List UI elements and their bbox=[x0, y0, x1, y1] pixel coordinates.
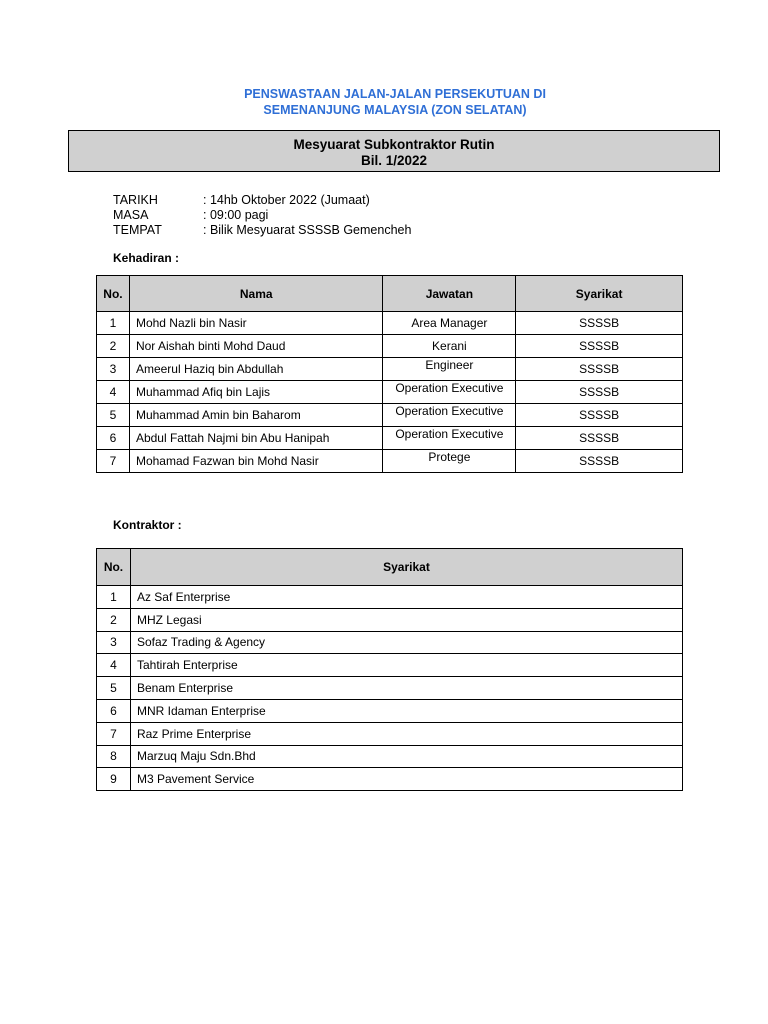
table-row bbox=[97, 381, 683, 404]
info-value: : Bilik Mesyuarat SSSSB Gemencheh bbox=[203, 223, 412, 237]
cell-no: 3 bbox=[97, 631, 131, 654]
table-header-row bbox=[97, 276, 683, 312]
info-row-venue bbox=[113, 223, 411, 238]
column-header: Syarikat bbox=[516, 276, 683, 312]
column-header: No. bbox=[97, 549, 131, 586]
info-label: TARIKH bbox=[113, 193, 158, 207]
cell-no: 3 bbox=[97, 358, 130, 381]
header-line-1: PENSWASTAAN JALAN-JALAN PERSEKUTUAN DI bbox=[244, 87, 546, 101]
cell-nama: Nor Aishah binti Mohd Daud bbox=[129, 335, 383, 358]
cell-no: 1 bbox=[97, 312, 130, 335]
document-header bbox=[0, 86, 768, 118]
cell-syarikat: Az Saf Enterprise bbox=[130, 586, 682, 609]
cell-jawatan: Protege bbox=[383, 450, 516, 473]
cell-no: 7 bbox=[97, 722, 131, 745]
cell-jawatan: Operation Executive bbox=[383, 404, 516, 427]
column-header: Nama bbox=[129, 276, 383, 312]
info-label: MASA bbox=[113, 208, 149, 222]
cell-jawatan: Operation Executive bbox=[383, 381, 516, 404]
cell-jawatan: Area Manager bbox=[383, 312, 516, 335]
table-row bbox=[97, 631, 683, 654]
cell-no: 8 bbox=[97, 745, 131, 768]
table-row bbox=[97, 768, 683, 791]
cell-syarikat: Sofaz Trading & Agency bbox=[130, 631, 682, 654]
table-row bbox=[97, 404, 683, 427]
cell-nama: Abdul Fattah Najmi bin Abu Hanipah bbox=[129, 427, 383, 450]
table-row bbox=[97, 450, 683, 473]
cell-syarikat: SSSSB bbox=[516, 312, 683, 335]
table-row bbox=[97, 335, 683, 358]
cell-syarikat: SSSSB bbox=[516, 450, 683, 473]
cell-syarikat: Marzuq Maju Sdn.Bhd bbox=[130, 745, 682, 768]
cell-no: 5 bbox=[97, 404, 130, 427]
cell-nama: Mohamad Fazwan bin Mohd Nasir bbox=[129, 450, 383, 473]
cell-no: 6 bbox=[97, 427, 130, 450]
cell-jawatan: Operation Executive bbox=[383, 427, 516, 450]
table-row bbox=[97, 654, 683, 677]
meeting-title: Mesyuarat Subkontraktor Rutin bbox=[293, 137, 495, 152]
cell-no: 2 bbox=[97, 608, 131, 631]
attendance-table bbox=[96, 275, 683, 473]
cell-no: 2 bbox=[97, 335, 130, 358]
info-label: TEMPAT bbox=[113, 223, 162, 237]
cell-nama: Mohd Nazli bin Nasir bbox=[129, 312, 383, 335]
cell-no: 4 bbox=[97, 654, 131, 677]
meeting-title-box bbox=[68, 130, 720, 172]
meeting-info bbox=[113, 193, 411, 238]
cell-no: 6 bbox=[97, 699, 131, 722]
column-header: No. bbox=[97, 276, 130, 312]
info-row-date bbox=[113, 193, 411, 208]
cell-syarikat: SSSSB bbox=[516, 404, 683, 427]
cell-nama: Muhammad Afiq bin Lajis bbox=[129, 381, 383, 404]
cell-no: 4 bbox=[97, 381, 130, 404]
cell-syarikat: MHZ Legasi bbox=[130, 608, 682, 631]
table-row bbox=[97, 722, 683, 745]
cell-syarikat: SSSSB bbox=[516, 381, 683, 404]
cell-jawatan: Kerani bbox=[383, 335, 516, 358]
cell-no: 1 bbox=[97, 586, 131, 609]
table-row bbox=[97, 312, 683, 335]
cell-syarikat: Tahtirah Enterprise bbox=[130, 654, 682, 677]
table-header-row bbox=[97, 549, 683, 586]
attendance-label: Kehadiran : bbox=[113, 251, 180, 265]
cell-nama: Muhammad Amin bin Baharom bbox=[129, 404, 383, 427]
cell-syarikat: SSSSB bbox=[516, 335, 683, 358]
table-row bbox=[97, 677, 683, 700]
table-row bbox=[97, 608, 683, 631]
table-row bbox=[97, 745, 683, 768]
column-header: Jawatan bbox=[383, 276, 516, 312]
contractors-table bbox=[96, 548, 683, 791]
column-header: Syarikat bbox=[130, 549, 682, 586]
cell-no: 9 bbox=[97, 768, 131, 791]
cell-syarikat: M3 Pavement Service bbox=[130, 768, 682, 791]
table-row bbox=[97, 699, 683, 722]
cell-no: 5 bbox=[97, 677, 131, 700]
header-line-2: SEMENANJUNG MALAYSIA (ZON SELATAN) bbox=[263, 103, 527, 117]
cell-syarikat: Raz Prime Enterprise bbox=[130, 722, 682, 745]
info-row-time bbox=[113, 208, 411, 223]
cell-jawatan: Engineer bbox=[383, 358, 516, 381]
contractors-label: Kontraktor : bbox=[113, 518, 182, 532]
table-row bbox=[97, 358, 683, 381]
info-value: : 14hb Oktober 2022 (Jumaat) bbox=[203, 193, 370, 207]
cell-syarikat: SSSSB bbox=[516, 427, 683, 450]
cell-syarikat: SSSSB bbox=[516, 358, 683, 381]
table-row bbox=[97, 586, 683, 609]
cell-syarikat: MNR Idaman Enterprise bbox=[130, 699, 682, 722]
cell-nama: Ameerul Haziq bin Abdullah bbox=[129, 358, 383, 381]
meeting-number: Bil. 1/2022 bbox=[360, 153, 428, 168]
cell-syarikat: Benam Enterprise bbox=[130, 677, 682, 700]
table-row bbox=[97, 427, 683, 450]
info-value: : 09:00 pagi bbox=[203, 208, 269, 222]
cell-no: 7 bbox=[97, 450, 130, 473]
